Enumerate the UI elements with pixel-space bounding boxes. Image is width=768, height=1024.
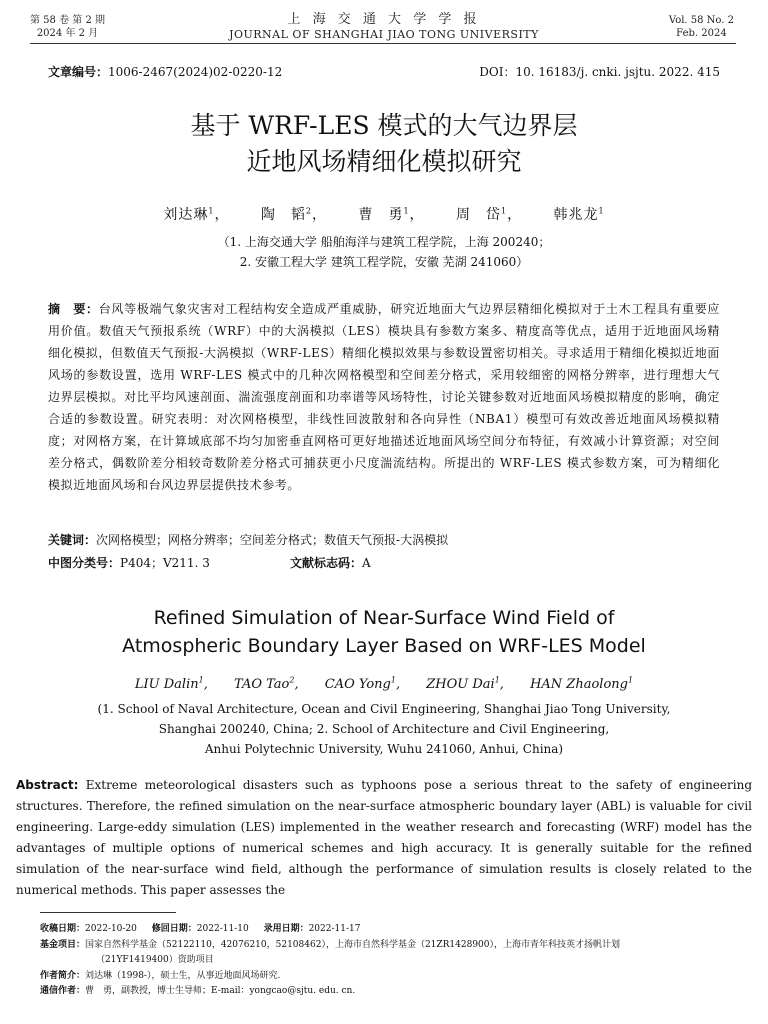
affiliation-en-line: Anhui Polytechnic University, Wuhu 241060, Anhui, China) (204, 742, 564, 756)
affiliation-en-line: (1. School of Naval Architecture, Ocean and Civil Engineering, Shanghai Jiao Tong University, (97, 702, 671, 716)
article-number-value: 1006-2467(2024)02-0220-12 (108, 65, 283, 79)
clc-value: P404；V211. 3 (120, 556, 210, 570)
author-cn: 曹 勇$^1$， (358, 206, 425, 223)
bio-label: 作者简介： (40, 970, 86, 981)
title-en-line1: Refined Simulation of Near-Surface Wind Field of (153, 607, 615, 629)
title-cn (84, 108, 684, 180)
corresponding-label: 通信作者： (40, 986, 86, 996)
affiliation-cn-line: 2. 安徽工程大学 建筑工程学院，安徽 芜湖 241060） (239, 255, 529, 269)
volume-issue-cn: 第 58 卷 第 2 期 (30, 15, 105, 26)
doi[interactable]: DOI：10. 16183/j. cnki. jsjtu. 2022. 415 (479, 65, 720, 79)
title-en-line2: Atmospheric Boundary Layer Based on WRF-LES Model (122, 635, 646, 657)
header-volume-cn (30, 14, 105, 40)
date-cn: 2024 年 2 月 (36, 28, 99, 39)
title-en (60, 604, 708, 660)
affiliations-cn (60, 232, 708, 272)
abstract-en-text: Extreme meteorological disasters such as typhoons pose a serious threat to the safety of engineering structures. Therefore, the refined simulation on the near-surface atmospheric boundary layer (ABL) is valuable for civil engineering. Large-eddy simulation (LES) implemented in the weather research and forecasting (WRF) model has the advantages of multiple options of numerical schemes and high accuracy. It is generally suitable for the refined simulation of the near-surface wind field, although the performance of simulation results is closely related to the numerical methods. This paper assesses the (16, 778, 752, 897)
corresponding-text[interactable]: 曹 勇，副教授，博士生导师；E-mail：yongcao@sjtu. edu. cn. (85, 986, 356, 996)
authors-en (60, 676, 708, 692)
date-en: Feb. 2024 (676, 28, 727, 39)
corresponding-row (40, 984, 750, 1000)
journal-name-cn: 上 海 交 通 大 学 学 报 (287, 12, 481, 27)
author-en: TAO Tao$^2$, (234, 676, 299, 693)
fund-row (40, 938, 750, 954)
title-cn-line2: 近地风场精细化模拟研究 (246, 147, 522, 176)
bio-row (40, 969, 750, 985)
abstract-cn-label: 摘 要： (48, 302, 99, 316)
author-en: LIU Dalin$^1$, (134, 676, 208, 693)
accepted-label: 录用日期： (263, 924, 309, 934)
keywords-cn-text: 次网格模型；网格分辨率；空间差分格式；数值天气预报-大涡模拟 (96, 533, 449, 547)
article-number-label: 文章编号： (48, 65, 109, 79)
fund-label: 基金项目： (40, 939, 86, 950)
author-en: HAN Zhaolong$^1$ (530, 676, 634, 693)
author-cn: 刘达琳$^1$， (163, 206, 230, 223)
received-date: 2022-10-20 (85, 924, 137, 934)
journal-name-en: JOURNAL OF SHANGHAI JIAO TONG UNIVERSITY (229, 28, 539, 41)
article-meta (48, 63, 720, 79)
doc-code-label: 文献标志码： (290, 556, 363, 570)
affiliation-en-line: Shanghai 200240, China; 2. School of Architecture and Civil Engineering, (158, 722, 610, 736)
keywords-cn-label: 关键词： (48, 533, 97, 547)
article-number (48, 63, 282, 80)
author-cn: 陶 韬$^2$， (260, 206, 327, 223)
fund-text: 国家自然科学基金（52122110，42076210，52108462），上海市自然科学基金（21ZR1428900），上海市青年科技英才扬帆计划 (85, 939, 621, 950)
abstract-cn-text: 台风等极端气象灾害对工程结构安全造成严重威胁，研究近地面大气边界层精细化模拟对于土木工程具有重要应用价值。数值天气预报系统（WRF）中的大涡模拟（LES）模块具有参数方案多、精度高等优点，适用于近地面风场精细化模拟，但数值天气预报-大涡模拟（WRF-LES）精细化模拟效果与参数设置密切相关。寻求适用于精细化模拟近地面风场的参数设置，选用 WRF-LES 模式中的几种次网格模型和空间差分格式，采用较细密的网格分辨率，进行理想大气边界层模拟。对比平均风速剖面、湍流强度剖面和功率谱等风场特性，讨论关键参数对近地面风场模拟精度的影响，确定合适的参数设置。研究表明：对次网格模型，非线性回波散射和各向异性（NBA1）模型可有效改善近地面风场模拟精度；对网格方案，在计算域底部不均匀加密垂直网格可更好地描述近地面风场空间分布特征，有效减小计算资源；对空间差分格式，偶数阶差分相较奇数阶差分格式可捕获更小尺度湍流结构。所提出的 WRF-LES 模式参数方案，可为精细化模拟近地面风场和台风边界层提供技术参考。 (48, 302, 721, 492)
title-cn-line1: 基于 WRF-LES 模式的大气边界层 (190, 111, 578, 140)
footnotes (40, 922, 750, 1000)
journal-name (160, 12, 608, 42)
volume-issue-en: Vol. 58 No. 2 (668, 15, 734, 26)
header-volume-en (669, 14, 734, 40)
affiliation-cn-line: （1. 上海交通大学 船舶海洋与建筑工程学院，上海 200240； (217, 235, 551, 249)
fund-row-cont: （21YF1419400）资助项目 (96, 955, 214, 965)
author-en: ZHOU Dai$^1$, (426, 676, 504, 693)
clc-label: 中图分类号： (48, 556, 121, 570)
authors-cn (60, 204, 708, 224)
bio-text: 刘达琳（1998-），硕士生，从事近地面风场研究. (85, 970, 281, 981)
revised-label: 修回日期： (151, 924, 197, 934)
accepted-date: 2022-11-17 (308, 924, 361, 934)
doc-code-value: A (362, 556, 371, 570)
header-rule (30, 43, 736, 44)
received-label: 收稿日期： (40, 924, 86, 934)
abstract-en-label: Abstract: (16, 778, 79, 792)
author-cn: 韩兆龙$^1$ (553, 206, 605, 223)
affiliations-en (40, 699, 728, 759)
abstract-en (16, 775, 752, 901)
dates-row (40, 922, 750, 938)
classification (48, 553, 720, 573)
author-cn: 周 岱$^1$， (456, 206, 523, 223)
abstract-cn (48, 298, 720, 496)
keywords-cn (48, 530, 720, 550)
footnote-rule (40, 912, 176, 913)
document-code (290, 553, 371, 573)
revised-date: 2022-11-10 (196, 924, 249, 934)
author-en: CAO Yong$^1$, (324, 676, 401, 693)
